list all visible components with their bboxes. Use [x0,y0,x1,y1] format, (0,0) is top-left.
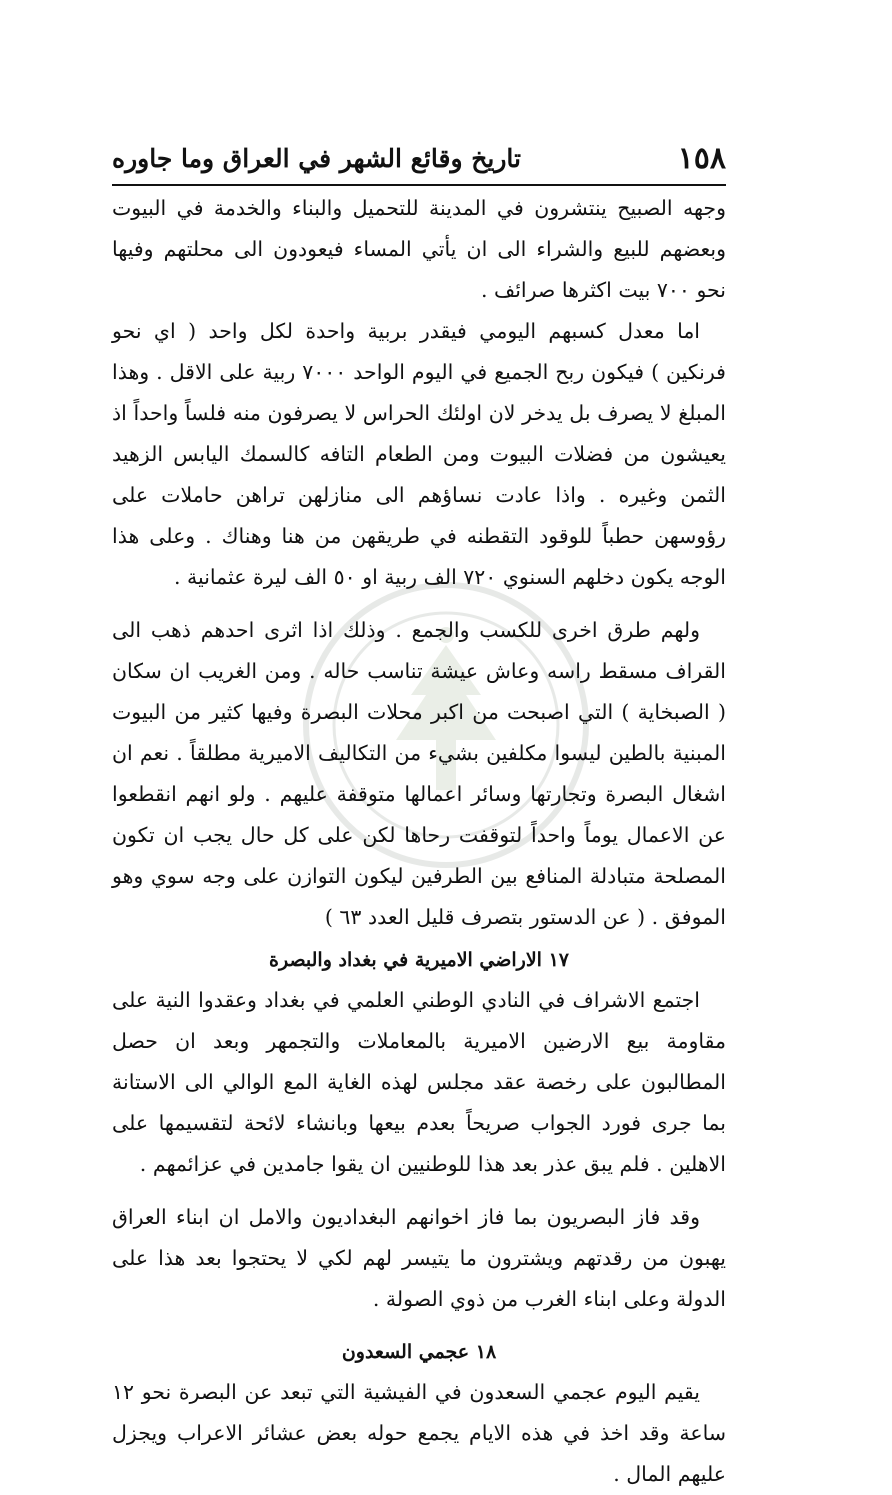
page-header [112,136,726,180]
paragraph-ajmi-saadoun: يقيم اليوم عجمي السعدون في الفيشية التي تبعد عن البصرة نحو ١٢ ساعة وقد اخذ في هذه الايام يجمع حوله بعض عشائر الاعراب ويجزل عليهم المال . [112,1380,726,1486]
header-rule [112,184,726,186]
page-number: ١٥٨ [677,140,726,176]
section-heading-state-lands: ١٧ الاراضي الاميرية في بغداد والبصرة [269,949,569,971]
running-title: تاريخ وقائع الشهر في العراق وما جاوره [112,143,521,173]
section-heading-ajmi-saadoun: ١٨ عجمي السعدون [341,1341,497,1363]
paragraph-earnings: اما معدل كسبهم اليومي فيقدر بربية واحدة لكل واحد ( اي نحو فرنكين ) فيكون ربح الجميع في اليوم الواحد ٧٠٠٠ ربية على الاقل . وهذا المبلغ لا يصرف بل يدخر لان اولئك الحراس لا يصرفون منه فلساً واحداً اذ يعيشون من فضلات البيوت ومن الطعام التافه كالسمك اليابس الزهيد الثمن وغيره . واذا عادت نساؤهم الى منازلهن تراهن حاملات على رؤوسهن حطباً للوقود التقطنه في طريقهن من هنا وهناك . وعلى هذا الوجه يكون دخلهم السنوي ٧٢٠ الف ربية او ٥٠ الف ليرة عثمانية . [112,319,726,589]
page-body [112,188,726,1495]
paragraph-state-lands-1: اجتمع الاشراف في النادي الوطني العلمي في بغداد وعقدوا النية على مقاومة بيع الارضين الاميرية بالمعاملات والتجمهر وبعد ان حصل المطالبون على رخصة عقد مجلس لهذه الغاية المع الوالي الى الاستانة بما جرى فورد الجواب صريحاً بعدم بيعها وبانشاء لائحة لتقسيمها على الاهلين . فلم يبق عذر بعد هذا للوطنيين ان يقوا جامدين في عزائمهم . [112,988,726,1176]
paragraph-other-means: ولهم طرق اخرى للكسب والجمع . وذلك اذا اثرى احدهم ذهب الى القراف مسقط راسه وعاش عيشة تناسب حاله . ومن الغريب ان سكان ( الصبخاية ) التي اصبحت من اكبر محلات البصرة وفيها كثير من البيوت المبنية بالطين ليسوا مكلفين بشيء من التكاليف الاميرية مطلقاً . نعم ان اشغال البصرة وتجارتها وسائر اعمالها متوقفة عليهم . ولو انهم انقطعوا عن الاعمال يوماً واحداً لتوقفت رحاها لكن على كل حال يجب ان تكون المصلحة متبادلة المنافع بين الطرفين ليكون التوازن على وجه سوي وهو الموفق . ( عن الدستور بتصرف قليل العدد ٦٣ ) [112,618,726,929]
paragraph-continuation: وجهه الصبيح ينتشرون في المدينة للتحميل والبناء والخدمة في البيوت وبعضهم للبيع والشراء الى ان يأتي المساء فيعودون الى محلتهم وفيها نحو ٧٠٠ بيت اكثرها صرائف . [112,196,726,302]
paragraph-state-lands-2: وقد فاز البصريون بما فاز اخوانهم البغداديون والامل ان ابناء العراق يهبون من رقدتهم ويشترون ما يتيسر لهم لكي لا يحتجوا بعد هذا على الدولة وعلى ابناء الغرب من ذوي الصولة . [112,1205,726,1311]
